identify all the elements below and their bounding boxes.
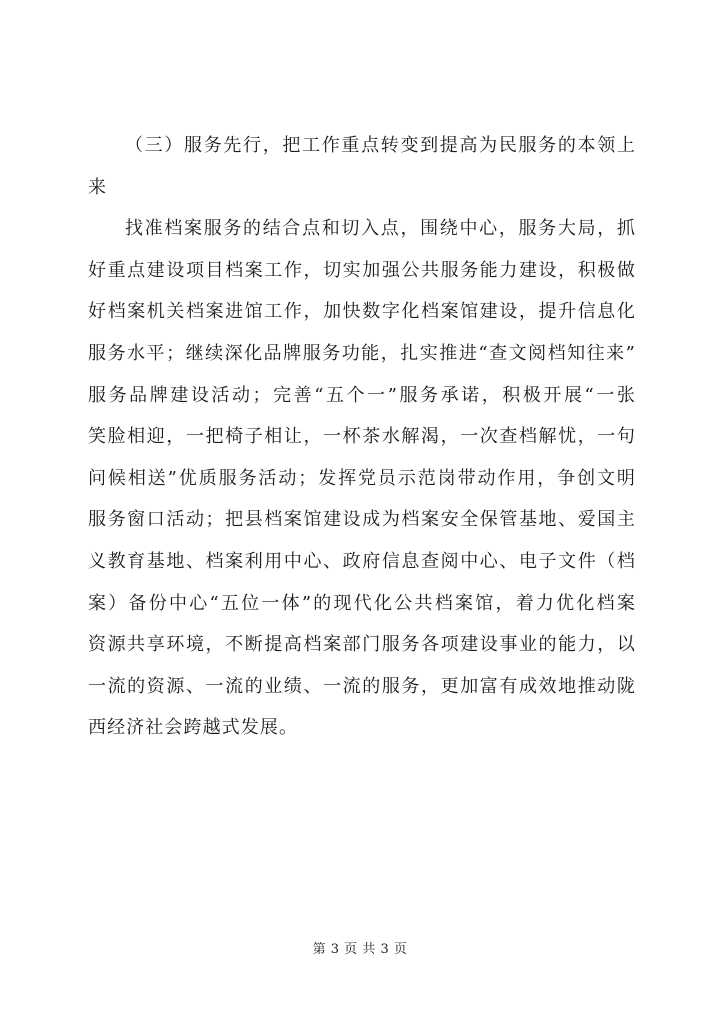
paragraph-line-13: 西经济社会跨越式发展。 [88,717,299,739]
document-content [88,125,636,749]
paragraph-line-4: 服务水平；继续深化品牌服务功能，扎实推进“查文阅档知往来” [88,342,636,364]
paragraph-line-8: 服务窗口活动；把县档案馆建设成为档案安全保管基地、爱国主 [88,509,636,531]
paragraph-line-9: 义教育基地、档案利用中心、政府信息查阅中心、电子文件（档 [88,550,636,572]
paragraph-line-5: 服务品牌建设活动；完善“五个一”服务承诺，积极开展“一张 [88,384,636,406]
paragraph-line-7: 问候相送”优质服务活动；发挥党员示范岗带动作用，争创文明 [88,467,636,489]
paragraph-line-12: 一流的资源、一流的业绩、一流的服务，更加富有成效地推动陇 [88,675,636,697]
paragraph-line-10: 案）备份中心“五位一体”的现代化公共档案馆，着力优化档案 [88,592,636,614]
paragraph-line-6: 笑脸相迎，一把椅子相让，一杯茶水解渴，一次查档解忧，一句 [88,426,636,448]
section-heading-line-1: （三）服务先行，把工作重点转变到提高为民服务的本领上 [125,135,636,156]
paragraph-line-3: 好档案机关档案进馆工作，加快数字化档案馆建设，提升信息化 [88,301,636,323]
paragraph-line-1: 找准档案服务的结合点和切入点，围绕中心，服务大局，抓 [125,218,636,240]
section-heading-line-2: 来 [88,176,108,198]
paragraph-line-11: 资源共享环境，不断提高档案部门服务各项建设事业的能力，以 [88,634,636,656]
page-number-footer: 第 3 页 共 3 页 [312,942,408,957]
paragraph-line-2: 好重点建设项目档案工作，切实加强公共服务能力建设，积极做 [88,259,636,281]
